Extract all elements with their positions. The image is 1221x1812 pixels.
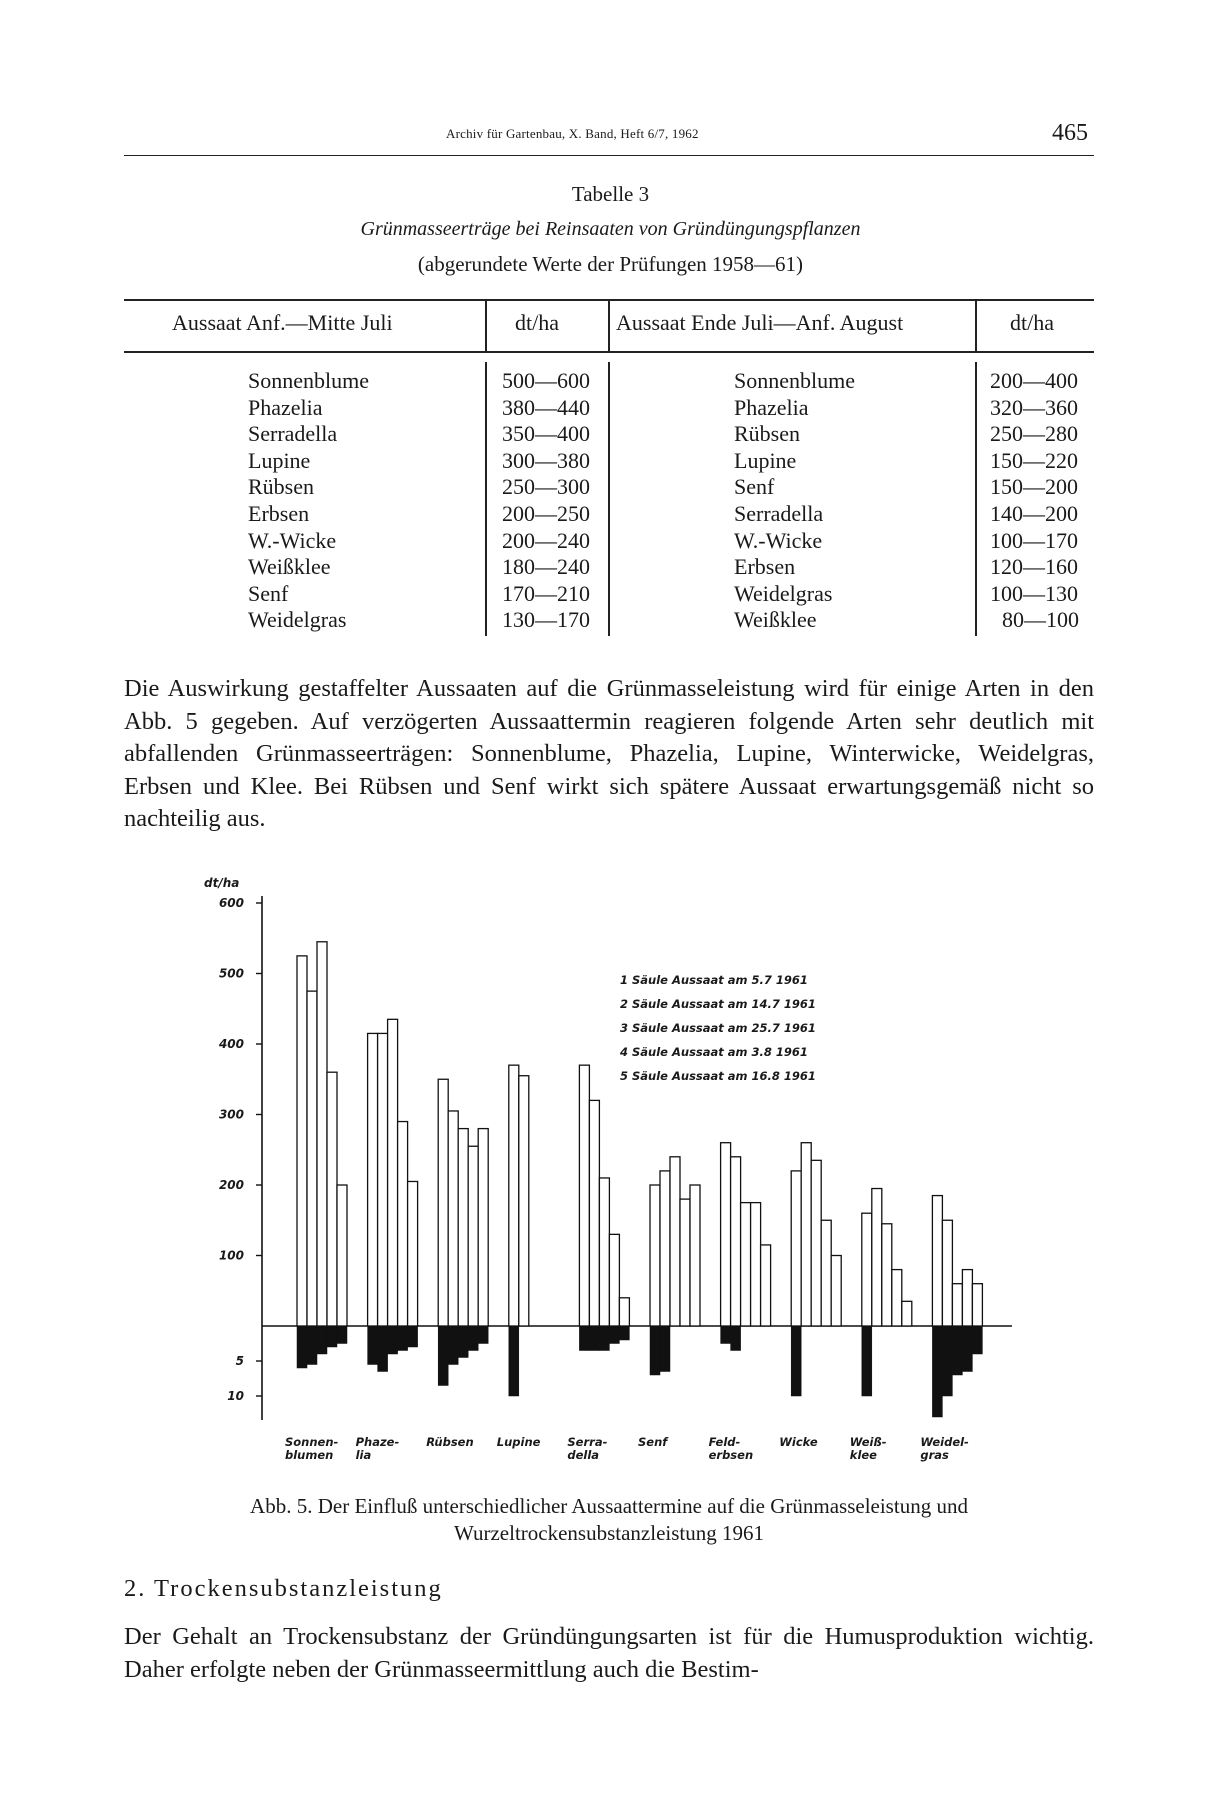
- root-mass-bar: [337, 1326, 347, 1344]
- table-col-divider: [975, 362, 977, 636]
- category-label: Senf: [638, 1435, 668, 1449]
- table-cell: 380—440: [502, 394, 590, 420]
- table-cell: 100—130: [990, 580, 1078, 606]
- green-mass-bar: [741, 1203, 751, 1326]
- body-paragraph: [124, 673, 1094, 836]
- root-mass-bar: [942, 1326, 952, 1396]
- table-cell: 150—200: [990, 474, 1078, 500]
- green-mass-bar: [458, 1129, 468, 1326]
- root-mass-bar: [599, 1326, 609, 1351]
- table-cell: Weißklee: [248, 554, 331, 580]
- root-mass-bar: [378, 1326, 388, 1372]
- table-cell: Weidelgras: [734, 580, 833, 606]
- y-axis-label: dt/ha: [204, 876, 240, 890]
- root-mass-bar: [952, 1326, 962, 1375]
- table-cell: Phazelia: [248, 394, 323, 420]
- root-mass-bar: [408, 1326, 418, 1347]
- root-mass-bar: [721, 1326, 731, 1344]
- category-label: Lupine: [496, 1435, 541, 1449]
- category-label: lia: [355, 1448, 372, 1462]
- green-mass-bar: [882, 1224, 892, 1326]
- table-cell: 200—240: [502, 527, 590, 553]
- table-cell: 250—280: [990, 421, 1078, 447]
- green-mass-bar: [942, 1220, 952, 1326]
- green-mass-bar: [478, 1129, 488, 1326]
- category-label: Phaze-: [355, 1435, 400, 1449]
- green-mass-bar: [297, 956, 307, 1326]
- green-mass-bar: [801, 1143, 811, 1326]
- paragraph-text: Der Gehalt an Trockensubstanz der Gründüngungsarten ist für die Humusproduktion wichtig. Daher erfolgte neben der Grünmasseermittlung auch die Bestim-: [124, 1623, 1094, 1683]
- root-mass-bar: [438, 1326, 448, 1386]
- table-col-divider: [975, 299, 977, 351]
- green-mass-bar: [932, 1196, 942, 1326]
- green-mass-bar: [872, 1189, 882, 1326]
- green-mass-bar: [670, 1157, 680, 1326]
- table-cell: 500—600: [502, 368, 590, 393]
- root-mass-bar: [962, 1326, 972, 1372]
- table-cell: 320—360: [990, 394, 1078, 420]
- bar-chart: [0, 860, 1221, 1480]
- table-cell: Sonnenblume: [734, 368, 855, 393]
- green-mass-bar: [398, 1122, 408, 1326]
- table-cell: 200—250: [502, 501, 590, 526]
- figure-caption: Abb. 5. Der Einfluß unterschiedlicher Aussaattermine auf die Grünmasseleistung und Wurzeltrockensubstanzleistung 1961: [250, 1494, 968, 1545]
- root-mass-bar: [660, 1326, 670, 1372]
- table-cell: Phazelia: [734, 394, 809, 420]
- root-mass-bar: [731, 1326, 741, 1351]
- category-label: Sonnen-: [285, 1435, 339, 1449]
- table-cell: Lupine: [734, 447, 797, 473]
- root-mass-bar: [609, 1326, 619, 1344]
- y-tick-label: 400: [218, 1037, 244, 1051]
- root-mass-bar: [972, 1326, 982, 1354]
- green-mass-bar: [378, 1033, 388, 1326]
- root-mass-bar: [317, 1326, 327, 1354]
- running-header: Archiv für Gartenbau, X. Band, Heft 6/7, 1962: [446, 126, 699, 141]
- table-note: (abgerundete Werte der Prüfungen 1958—61): [417, 252, 804, 276]
- root-mass-bar: [862, 1326, 872, 1396]
- table-header-cell: dt/ha: [1010, 310, 1054, 335]
- table-col-divider: [485, 299, 487, 351]
- table-cell: Senf: [248, 580, 289, 606]
- root-mass-bar: [448, 1326, 458, 1365]
- page-number: 465: [1052, 120, 1088, 146]
- green-mass-bar: [650, 1185, 660, 1326]
- green-mass-bar: [660, 1171, 670, 1326]
- category-label: Feld-: [708, 1435, 741, 1449]
- table-cell: 300—380: [502, 447, 590, 473]
- green-mass-bar: [317, 942, 327, 1326]
- green-mass-bar: [751, 1203, 761, 1326]
- green-mass-bar: [388, 1019, 398, 1326]
- green-mass-bar: [831, 1256, 841, 1327]
- y-tick-label: 100: [218, 1248, 244, 1263]
- root-mass-bar: [478, 1326, 488, 1344]
- green-mass-bar: [811, 1160, 821, 1326]
- category-label: klee: [849, 1448, 878, 1462]
- category-label: blumen: [285, 1448, 334, 1462]
- root-mass-bar: [650, 1326, 660, 1375]
- green-mass-bar: [680, 1199, 690, 1326]
- y-tick-label: 600: [218, 896, 244, 910]
- table-cell: 250—300: [502, 474, 590, 500]
- green-mass-bar: [448, 1111, 458, 1326]
- y-tick-label: 200: [218, 1178, 244, 1192]
- table-cell: 350—400: [502, 421, 590, 447]
- table-cell: 180—240: [502, 554, 590, 580]
- green-mass-bar: [519, 1076, 529, 1326]
- table-cell: Senf: [734, 474, 775, 500]
- category-label: gras: [920, 1448, 949, 1462]
- green-mass-bar: [368, 1033, 378, 1326]
- table-subtitle: Grünmasseerträge bei Reinsaaten von Gründüngungspflanzen: [360, 218, 861, 240]
- table-cell: 200—400: [990, 368, 1078, 393]
- y-tick-label: 300: [218, 1107, 244, 1122]
- green-mass-bar: [972, 1284, 982, 1326]
- green-mass-bar: [862, 1213, 872, 1326]
- category-label: della: [567, 1448, 600, 1462]
- table-header-cell: Aussaat Ende Juli—Anf. August: [616, 310, 904, 335]
- category-label: Weiß-: [849, 1435, 887, 1449]
- table-cell: Erbsen: [734, 554, 796, 580]
- table-col-divider: [485, 362, 487, 636]
- root-mass-bar: [509, 1326, 519, 1396]
- table-title: Tabelle 3: [571, 182, 650, 206]
- legend-entry: 1 Säule Aussaat am 5.7 1961: [620, 973, 808, 987]
- green-mass-bar: [509, 1065, 519, 1326]
- root-tick-label: 5: [235, 1354, 244, 1368]
- table-cell: W.-Wicke: [734, 527, 823, 553]
- green-mass-bar: [438, 1079, 448, 1326]
- legend-entry: 3 Säule Aussaat am 25.7 1961: [620, 1021, 816, 1035]
- category-label: Rübsen: [426, 1435, 474, 1449]
- root-mass-bar: [589, 1326, 599, 1351]
- green-mass-bar: [902, 1301, 912, 1326]
- table-header-rule: [124, 351, 1094, 353]
- green-mass-bar: [599, 1178, 609, 1326]
- table-cell: Serradella: [248, 421, 338, 447]
- table-cell: Sonnenblume: [248, 368, 369, 393]
- table-header-cell: dt/ha: [515, 310, 559, 335]
- root-mass-bar: [932, 1326, 942, 1417]
- section-heading: 2. Trockensubstanzleistung: [124, 1575, 443, 1602]
- table-cell: Lupine: [248, 447, 311, 473]
- table-cell: 170—210: [502, 580, 590, 606]
- green-mass-bar: [619, 1298, 629, 1326]
- green-mass-bar: [731, 1157, 741, 1326]
- table-cell: 100—170: [990, 527, 1078, 553]
- legend-entry: 2 Säule Aussaat am 14.7 1961: [620, 997, 816, 1011]
- category-label: Serra-: [567, 1435, 608, 1449]
- table-cell: 130—170: [502, 607, 590, 633]
- green-mass-bar: [579, 1065, 589, 1326]
- root-tick-label: 10: [227, 1389, 244, 1403]
- root-mass-bar: [388, 1326, 398, 1354]
- green-mass-bar: [408, 1181, 418, 1326]
- table-cell: Weißklee: [734, 607, 817, 633]
- green-mass-bar: [892, 1270, 902, 1326]
- table-col-divider: [608, 299, 610, 351]
- y-tick-label: 500: [218, 966, 244, 981]
- root-mass-bar: [398, 1326, 408, 1351]
- root-mass-bar: [579, 1326, 589, 1351]
- root-mass-bar: [327, 1326, 337, 1347]
- root-mass-bar: [307, 1326, 317, 1365]
- green-mass-bar: [690, 1185, 700, 1326]
- root-mass-bar: [468, 1326, 478, 1351]
- green-mass-bar: [307, 991, 317, 1326]
- green-mass-bar: [327, 1072, 337, 1326]
- root-mass-bar: [368, 1326, 378, 1365]
- table-header-cell: Aussaat Anf.—Mitte Juli: [172, 310, 393, 335]
- green-mass-bar: [962, 1270, 972, 1326]
- green-mass-bar: [609, 1234, 619, 1326]
- paragraph-text: Die Auswirkung gestaffelter Aussaaten auf die Grünmasseleistung wird für einige Arten in den Abb. 5 gegeben. Auf verzögerten Aussaattermin reagieren folgende Arten sehr deutlich mit abfallenden Grünmasseerträgen: Sonnenblume, Phazelia, Lupine, Winterwicke, Weidelgras, Erbsen und Klee. Bei Rübsen und Senf wirkt sich spätere Aussaat erwartungsgemäß nicht so nachteilig aus.: [124, 675, 1094, 832]
- root-mass-bar: [297, 1326, 307, 1368]
- table-cell: Serradella: [734, 501, 824, 526]
- header-rule: [124, 155, 1094, 156]
- category-label: erbsen: [708, 1448, 754, 1462]
- table-cell: Rübsen: [734, 421, 800, 447]
- table-cell: 140—200: [990, 501, 1078, 526]
- legend-entry: 4 Säule Aussaat am 3.8 1961: [620, 1045, 808, 1059]
- root-mass-bar: [791, 1326, 801, 1396]
- body-paragraph: [124, 1621, 1094, 1686]
- table-cell: 120—160: [990, 554, 1078, 580]
- table-cell: 80—100: [1002, 607, 1079, 633]
- category-label: Weidel-: [920, 1435, 969, 1449]
- table-cell: Erbsen: [248, 501, 310, 526]
- root-mass-bar: [458, 1326, 468, 1358]
- green-mass-bar: [721, 1143, 731, 1326]
- green-mass-bar: [952, 1284, 962, 1326]
- table-col-divider: [608, 362, 610, 636]
- category-label: Wicke: [779, 1435, 818, 1449]
- table-cell: Weidelgras: [248, 607, 347, 633]
- green-mass-bar: [589, 1100, 599, 1326]
- table-cell: W.-Wicke: [248, 527, 337, 553]
- green-mass-bar: [821, 1220, 831, 1326]
- green-mass-bar: [761, 1245, 771, 1326]
- table-cell: Rübsen: [248, 474, 314, 500]
- table-cell: 150—220: [990, 447, 1078, 473]
- green-mass-bar: [468, 1146, 478, 1326]
- green-mass-bar: [791, 1171, 801, 1326]
- root-mass-bar: [619, 1326, 629, 1340]
- green-mass-bar: [337, 1185, 347, 1326]
- legend-entry: 5 Säule Aussaat am 16.8 1961: [620, 1069, 816, 1083]
